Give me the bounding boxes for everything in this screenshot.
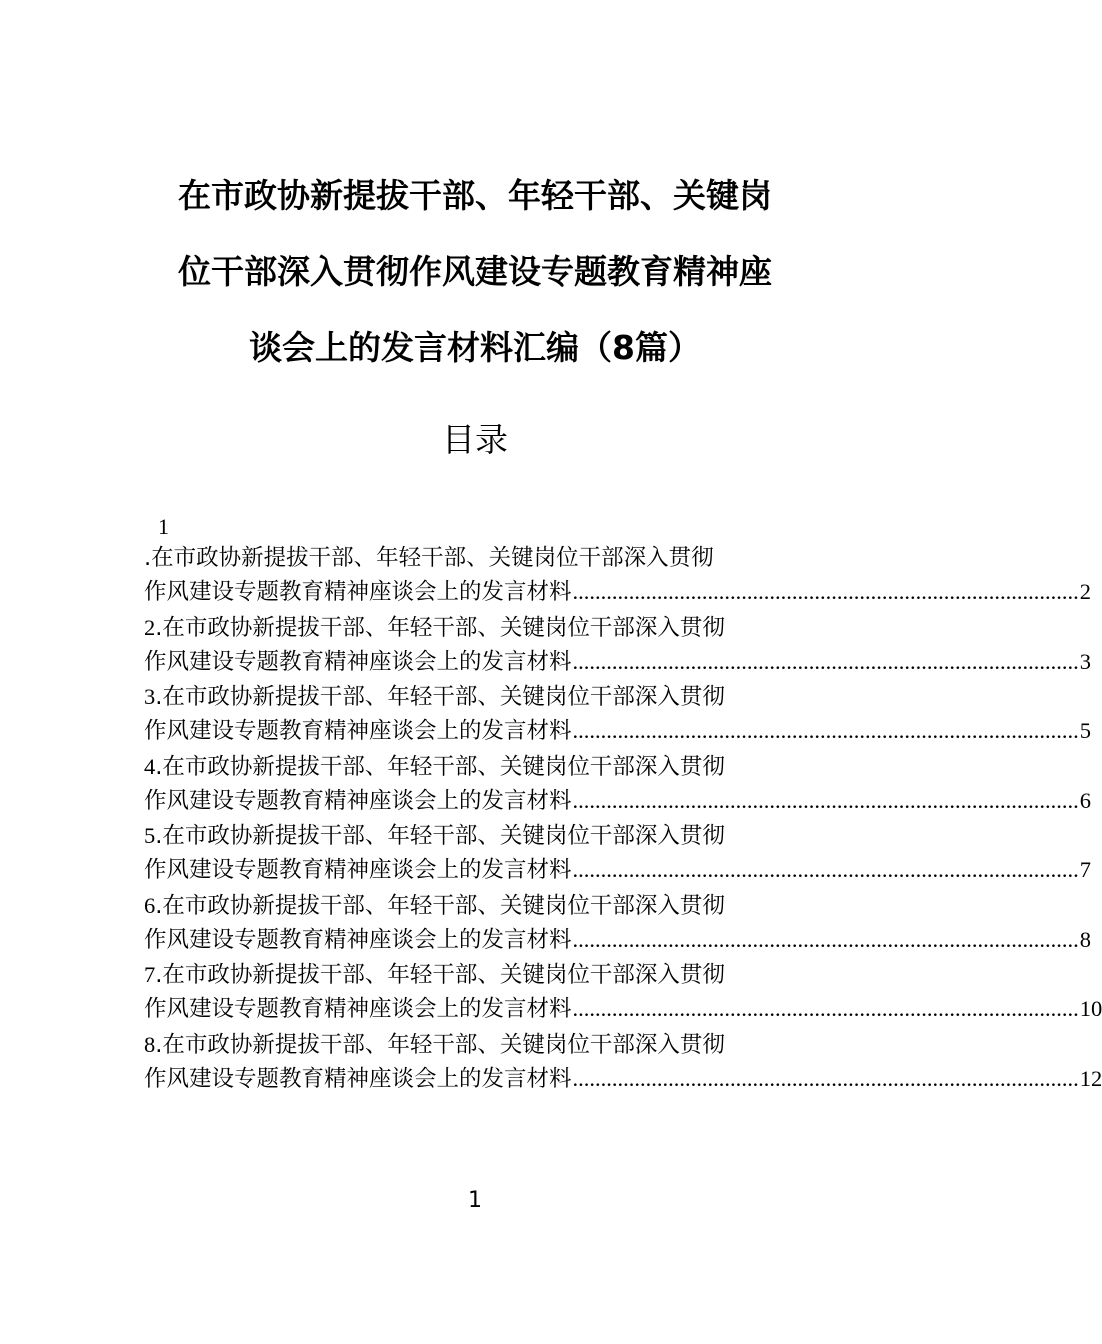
toc-heading: 目录 xyxy=(442,420,508,459)
toc-entry-title-line2: 作风建设专题教育精神座谈会上的发言材料 .......................................................................................... 3 xyxy=(144,645,806,679)
toc-page-number: 2 xyxy=(1079,579,1092,604)
toc-entry-number: 6 xyxy=(144,892,156,918)
toc-entry-title-line2: 作风建设专题教育精神座谈会上的发言材料 .......................................................................................... 2 xyxy=(144,575,806,609)
toc-entry-number: 3 xyxy=(144,684,156,709)
toc-leader-dots: .......................................................................................... xyxy=(572,857,1079,882)
toc-page-number: 12 xyxy=(1079,1065,1102,1091)
toc-entry-title-line1: 2.在市政协新提拔干部、年轻干部、关键岗位干部深入贯彻 xyxy=(144,614,725,641)
toc-entry-5[interactable] xyxy=(144,819,1092,889)
toc-entry-number: 5 xyxy=(144,823,156,848)
toc-leader-dots: .......................................................................................... xyxy=(572,926,1079,952)
toc-entry-title-line1: .在市政协新提拔干部、年轻干部、关键岗位干部深入贯彻 xyxy=(144,545,714,571)
toc-entry-title-line1: 6.在市政协新提拔干部、年轻干部、关键岗位干部深入贯彻 xyxy=(144,892,725,919)
toc-entry-6[interactable] xyxy=(144,889,1092,959)
title-line-2: 位干部深入贯彻作风建设专题教育精神座 xyxy=(178,252,772,291)
toc-entry-3[interactable] xyxy=(144,680,1092,750)
title-line-1: 在市政协新提拔干部、年轻干部、关键岗 xyxy=(178,176,772,215)
toc-entry-number: 4 xyxy=(144,753,156,779)
toc-entry-4[interactable] xyxy=(144,750,1092,820)
toc-entry-title-line2: 作风建设专题教育精神座谈会上的发言材料 .......................................................................................... 5 xyxy=(144,714,806,748)
toc-entry-title-line1: 8.在市政协新提拔干部、年轻干部、关键岗位干部深入贯彻 xyxy=(144,1031,725,1058)
toc-entry-number: 2 xyxy=(144,614,156,640)
toc-entry-title-line2: 作风建设专题教育精神座谈会上的发言材料 .......................................................................................... 10 xyxy=(144,992,806,1026)
toc-leader-dots: .......................................................................................... xyxy=(572,1065,1079,1091)
toc-entry-8[interactable] xyxy=(144,1028,1102,1098)
toc-leader-dots: .......................................................................................... xyxy=(572,787,1079,813)
toc-leader-dots: .......................................................................................... xyxy=(572,648,1079,674)
toc-entry-title-line2: 作风建设专题教育精神座谈会上的发言材料 .......................................................................................... 8 xyxy=(144,923,806,957)
toc-entry-title-line2: 作风建设专题教育精神座谈会上的发言材料 .......................................................................................... 12 xyxy=(144,1062,806,1096)
toc-page-number: 7 xyxy=(1079,857,1092,882)
toc-entry-title-line2: 作风建设专题教育精神座谈会上的发言材料 .......................................................................................... 7 xyxy=(144,853,806,887)
toc-page-number: 5 xyxy=(1079,718,1092,743)
toc-entry-title-line2: 作风建设专题教育精神座谈会上的发言材料 .......................................................................................... 6 xyxy=(144,784,806,818)
toc-page-number: 10 xyxy=(1079,996,1102,1021)
toc-page-number: 8 xyxy=(1079,926,1092,952)
toc-leader-dots: .......................................................................................... xyxy=(572,718,1079,743)
toc-leader-dots: .......................................................................................... xyxy=(572,579,1079,604)
toc-entry-7[interactable] xyxy=(144,958,1102,1028)
document-title xyxy=(140,167,810,395)
toc-entry-title-line1: 4.在市政协新提拔干部、年轻干部、关键岗位干部深入贯彻 xyxy=(144,753,725,780)
toc-entry-2[interactable] xyxy=(144,611,1092,681)
toc-entry-number: 7 xyxy=(144,962,156,987)
toc-entry-title-line1: 3.在市政协新提拔干部、年轻干部、关键岗位干部深入贯彻 xyxy=(144,684,725,710)
toc-page-number: 6 xyxy=(1079,787,1092,813)
toc-entry-title-line1: 5.在市政协新提拔干部、年轻干部、关键岗位干部深入贯彻 xyxy=(144,823,725,849)
page-number: 1 xyxy=(468,1188,482,1213)
title-line-3: 谈会上的发言材料汇编（8篇） xyxy=(249,328,701,367)
toc-entry-number: 1 xyxy=(158,514,169,539)
toc-page-number: 3 xyxy=(1079,648,1092,674)
toc-entry-number: 8 xyxy=(144,1031,156,1057)
table-of-contents xyxy=(144,541,1102,1097)
toc-entry-1[interactable] xyxy=(144,541,1092,611)
toc-leader-dots: .......................................................................................... xyxy=(572,996,1079,1021)
toc-entry-title-line1: 7.在市政协新提拔干部、年轻干部、关键岗位干部深入贯彻 xyxy=(144,962,725,988)
